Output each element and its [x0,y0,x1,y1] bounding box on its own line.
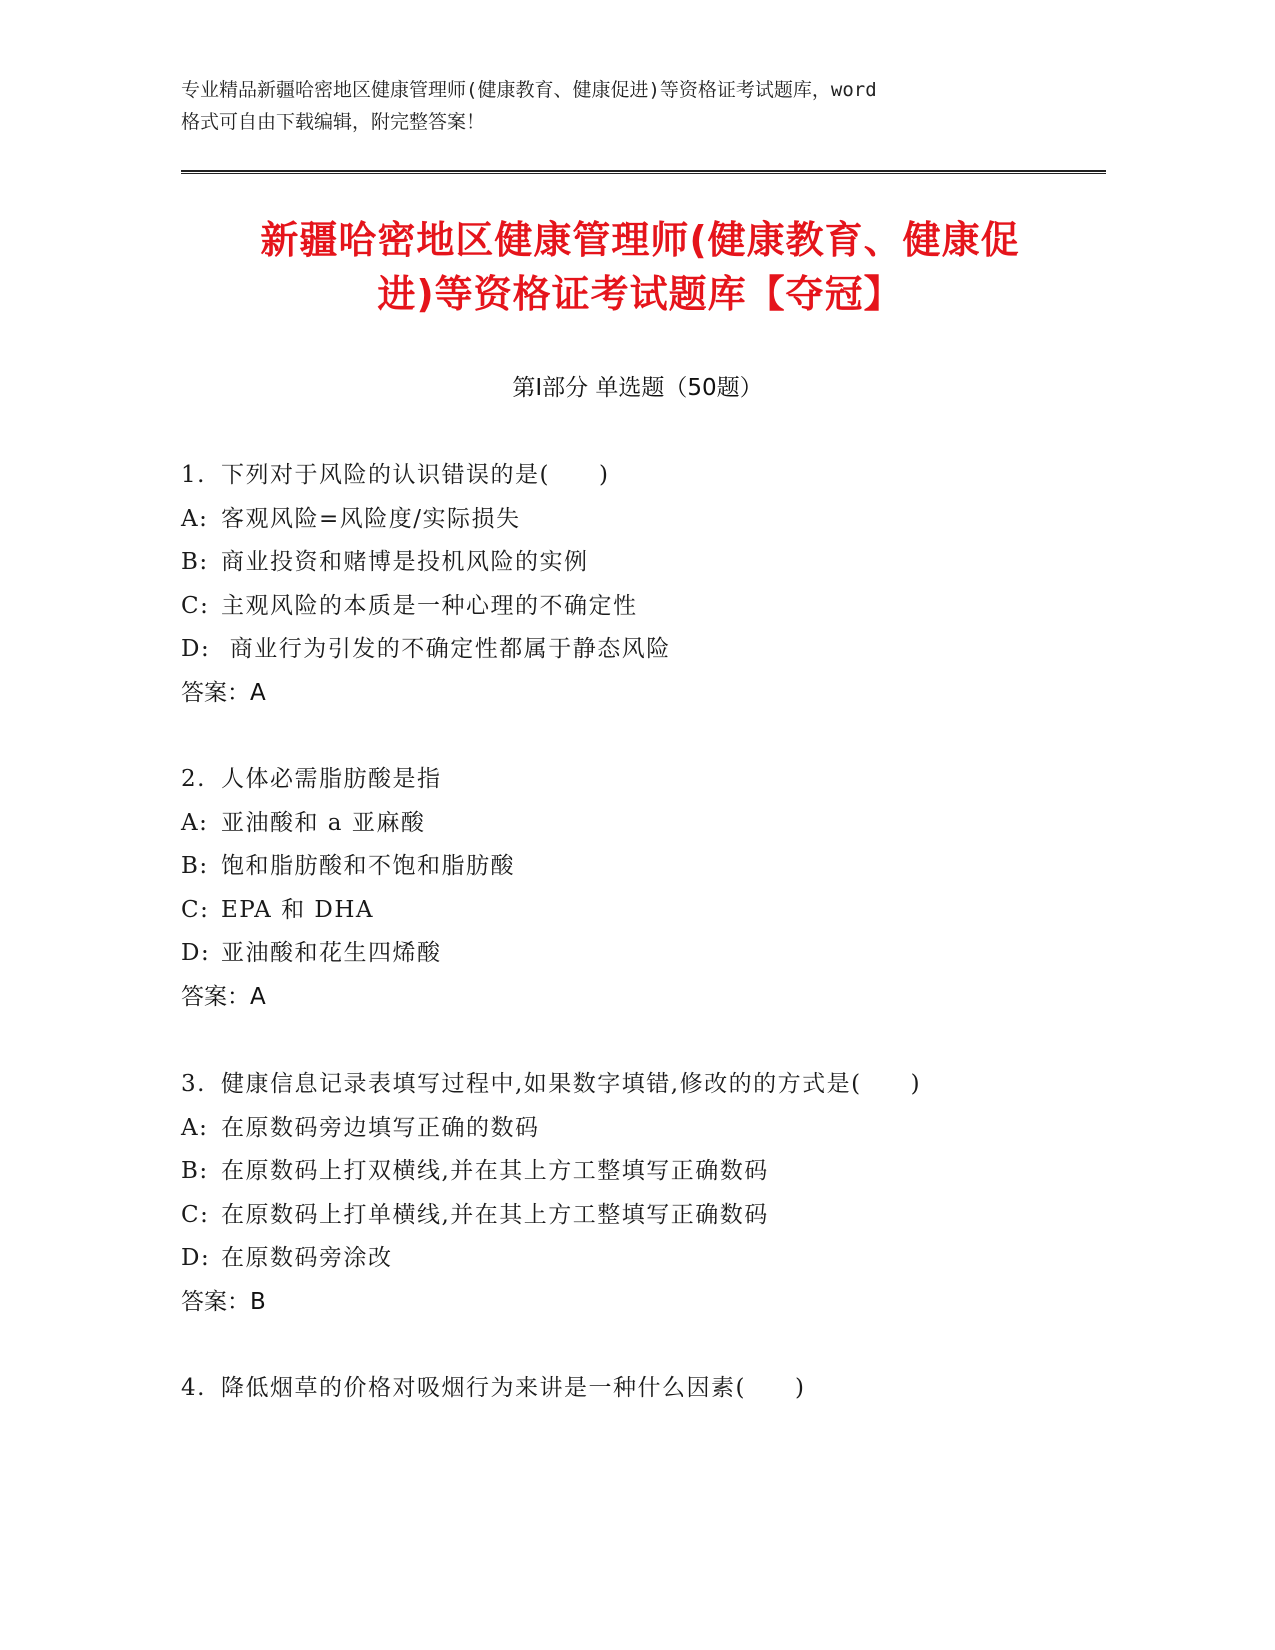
header-note [181,74,1061,138]
option-text: 饱和脂肪酸和不饱和脂肪酸 [221,853,515,880]
option-c [181,889,1081,933]
option-key: A: [181,809,209,836]
option-text: 在原数码上打双横线,并在其上方工整填写正确数码 [221,1158,769,1185]
option-key: B: [181,853,209,880]
document-title-line-2: 进)等资格证考试题库【夺冠】 [377,272,903,316]
answer: 答案：A [181,983,266,1010]
question-text: 降低烟草的价格对吸烟行为来讲是一种什么因素( ) [221,1375,806,1401]
question-4 [181,1367,1081,1411]
question-text: 下列对于风险的认识错误的是( ) [221,462,610,488]
option-c [181,585,1081,629]
option-d [181,1237,1081,1281]
option-text: 商业行为引发的不确定性都属于静态风险 [221,636,671,663]
option-text: 商业投资和赌博是投机风险的实例 [221,549,589,576]
question-text: 人体必需脂肪酸是指 [221,766,442,792]
option-text: 在原数码上打单横线,并在其上方工整填写正确数码 [221,1201,769,1228]
answer: 答案：B [181,1288,266,1315]
option-text: 亚油酸和 a 亚麻酸 [221,809,426,836]
option-key: D: [181,940,211,967]
option-text: 在原数码旁边填写正确的数码 [221,1114,540,1141]
question-number: 4. [181,1375,206,1401]
section-title: 第Ⅰ部分 单选题（50题） [512,375,763,401]
question-3 [181,1063,1081,1325]
option-key: D: [181,636,211,663]
option-key: D: [181,1245,211,1272]
option-d [181,932,1081,976]
question-stem [181,1063,1081,1107]
option-text: 在原数码旁涂改 [221,1245,393,1272]
document-title [160,213,1120,321]
option-key: C: [181,896,210,923]
question-number: 3. [181,1071,206,1097]
option-text: 客观风险=风险度/实际损失 [221,505,521,532]
header-note-line-2: 格式可自由下载编辑，附完整答案！ [181,111,486,133]
option-d [181,628,1081,672]
option-text: 亚油酸和花生四烯酸 [221,940,442,967]
question-1 [181,454,1081,716]
option-a [181,498,1081,542]
option-b [181,845,1081,889]
question-stem [181,758,1081,802]
option-a [181,802,1081,846]
option-b [181,541,1081,585]
option-c [181,1194,1081,1238]
option-key: B: [181,549,209,576]
question-2 [181,758,1081,1020]
option-b [181,1150,1081,1194]
document-title-line-1: 新疆哈密地区健康管理师(健康教育、健康促 [260,218,1020,262]
question-stem [181,454,1081,498]
question-number: 1. [181,462,206,488]
option-a [181,1107,1081,1151]
option-key: A: [181,505,209,532]
question-number: 2. [181,766,206,792]
question-text: 健康信息记录表填写过程中,如果数字填错,修改的的方式是( ) [221,1071,922,1097]
question-stem [181,1367,1081,1411]
option-text: 主观风险的本质是一种心理的不确定性 [221,592,638,619]
answer: 答案：A [181,679,266,706]
option-key: A: [181,1114,209,1141]
header-divider [181,170,1106,174]
header-note-line-1: 专业精品新疆哈密地区健康管理师(健康教育、健康促进)等资格证考试题库，word [181,79,877,101]
option-key: B: [181,1158,209,1185]
option-key: C: [181,1201,210,1228]
option-key: C: [181,592,210,619]
option-text: EPA 和 DHA [221,896,374,923]
